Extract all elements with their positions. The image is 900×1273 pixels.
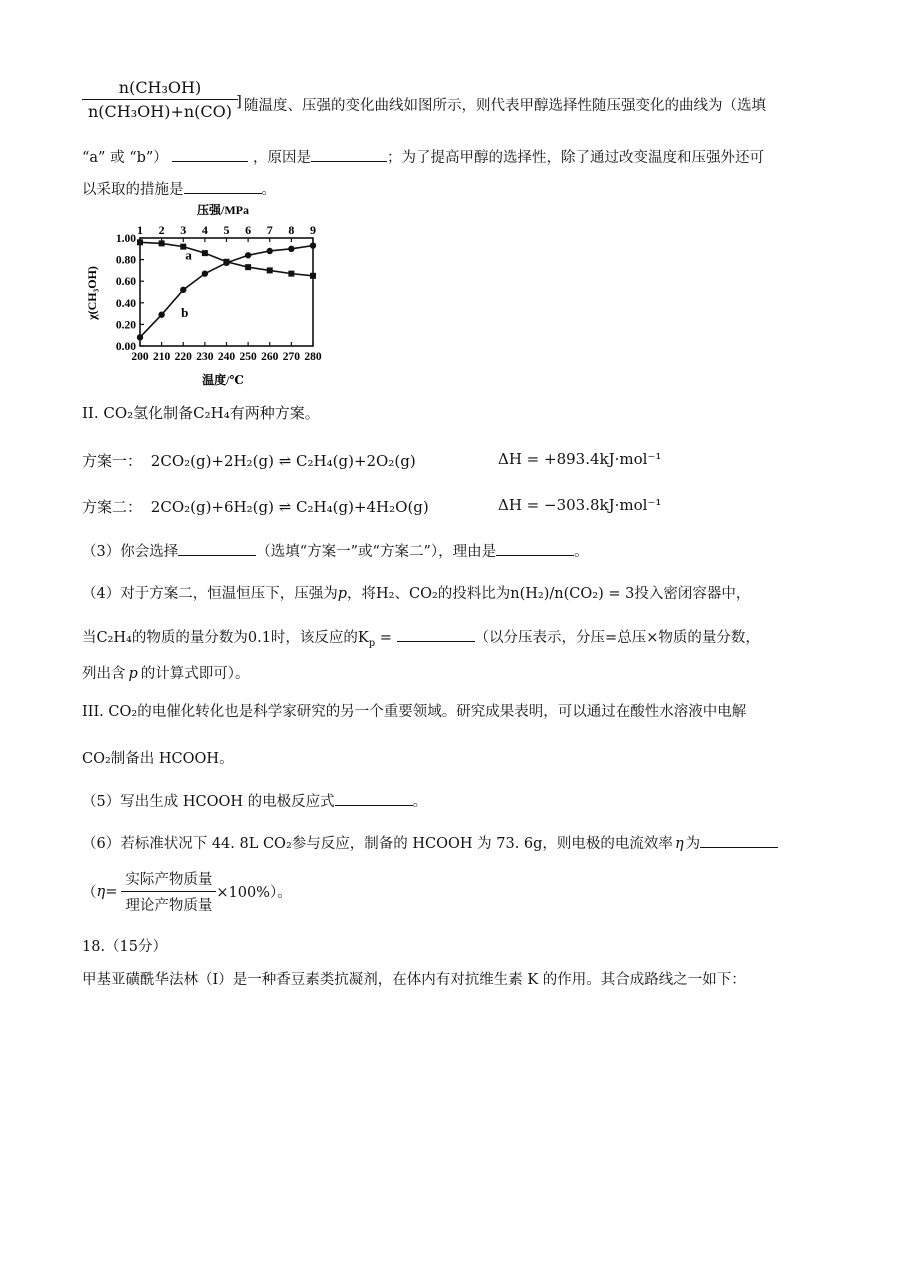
question-6	[82, 832, 778, 853]
series-b-point	[310, 242, 316, 248]
selectivity-chart	[78, 198, 338, 390]
q6-eta-symbol: η	[674, 836, 684, 852]
question-18-text: 甲基亚磺酰华法林（I）是一种香豆素类抗凝剂，在体内有对抗维生素 K 的作用。其合成路线之一如下：	[82, 972, 746, 988]
intro-text-2b: ，原因是	[253, 150, 312, 166]
q5-text-a: （5）写出生成 HCOOH 的电极反应式	[82, 794, 335, 810]
eta-denominator: 理论产物质量	[125, 898, 213, 914]
y-tick-label: 0.80	[115, 254, 136, 267]
y-tick-label: 0.00	[115, 341, 136, 353]
series-b-point	[223, 260, 229, 266]
intro-line-2	[82, 146, 764, 167]
series-b-point	[245, 252, 251, 258]
scheme-1-equation: 2CO₂(g)+2H₂(g) ⇌ C₂H₄(g)+2O₂(g)	[150, 452, 416, 470]
eta-open-paren: （	[82, 885, 97, 901]
q5-text-b: 。	[412, 794, 428, 810]
eta-tail: ×100%）。	[216, 885, 292, 901]
series-b-point	[180, 287, 186, 293]
top-tick-label: 3	[180, 223, 187, 237]
chart-title: 压强/MPa	[197, 203, 249, 217]
intro-line-3	[82, 178, 276, 199]
series-a-point	[310, 273, 316, 279]
answer-blank-electrode[interactable]	[335, 791, 413, 806]
q4-text-d: =	[375, 630, 392, 646]
top-tick-label: 7	[266, 223, 273, 237]
q4-text-a: （4）对于方案二，恒温恒压下，压强为	[82, 586, 338, 602]
q3-text-a: （3）你会选择	[82, 544, 179, 560]
scheme-2	[82, 496, 429, 517]
close-bracket: ]	[236, 92, 242, 110]
q4-text-b: ，将H₂、CO₂的投料比为n(H₂)/n(CO₂) = 3投入密闭容器中，	[347, 586, 751, 602]
top-tick-label: 1	[137, 223, 143, 237]
scheme-1	[82, 450, 416, 471]
answer-blank-efficiency[interactable]	[700, 833, 778, 848]
answer-blank-curve[interactable]	[172, 147, 248, 162]
intro-text-2a: “a” 或 “b”）	[82, 150, 168, 166]
y-tick-label: 0.60	[115, 276, 136, 289]
q6-text-b: 为	[685, 836, 701, 852]
q4-text-f: 列出含	[82, 666, 126, 682]
answer-blank-kp[interactable]	[397, 627, 475, 642]
x-tick-label: 260	[261, 351, 279, 363]
top-tick-label: 5	[223, 223, 230, 237]
x-tick-label: 200	[131, 351, 149, 363]
answer-blank-measure[interactable]	[184, 179, 262, 194]
x-tick-label: 240	[217, 351, 236, 363]
top-tick-label: 4	[201, 223, 208, 237]
series-b-point	[137, 334, 143, 340]
x-axis-label: 温度/℃	[202, 373, 244, 387]
x-tick-label: 230	[196, 351, 214, 363]
fraction-numerator: n(CH₃OH)	[82, 78, 238, 100]
efficiency-formula	[82, 868, 292, 915]
q6-text-a: （6）若标准状况下 44. 8L CO₂参与反应，制备的 HCOOH 为 73. 6g，则电极的电流效率	[82, 836, 673, 852]
series-b-point	[158, 311, 164, 317]
x-tick-label: 250	[239, 351, 257, 363]
y-tick-label: 0.20	[115, 319, 136, 332]
x-tick-label: 280	[304, 351, 322, 363]
series-a-point	[267, 267, 273, 273]
scheme-2-label: 方案二：	[82, 498, 143, 516]
question-4-line-3	[82, 662, 250, 683]
scheme-2-equation: 2CO₂(g)+6H₂(g) ⇌ C₂H₄(g)+4H₂O(g)	[150, 498, 429, 516]
top-tick-label: 8	[288, 223, 295, 237]
intro-line-1: 随温度、压强的变化曲线如图所示，则代表甲醇选择性随压强变化的曲线为（选填	[244, 98, 766, 114]
series-a-point	[159, 240, 165, 246]
section-3-line-1: III. CO₂的电催化转化也是科学家研究的另一个重要领域。研究成果表明，可以通过在酸性水溶液中电解	[82, 704, 747, 720]
top-tick-label: 2	[158, 223, 165, 237]
fraction-denominator: n(CH₃OH)+n(CO)	[87, 102, 233, 121]
y-tick-label: 0.40	[115, 297, 136, 310]
series-b-point	[267, 248, 273, 254]
series-a-point	[288, 271, 294, 277]
x-tick-label: 270	[282, 351, 300, 363]
series-b-label: b	[181, 304, 189, 320]
eta-numerator: 实际产物质量	[121, 868, 216, 892]
question-4-line-2	[82, 626, 760, 649]
scheme-2-enthalpy: ΔH = −303.8kJ·mol⁻¹	[498, 496, 662, 514]
scheme-1-enthalpy: ΔH = +893.4kJ·mol⁻¹	[498, 450, 662, 468]
section-3-line-2: CO₂制备出 HCOOH。	[82, 751, 234, 767]
answer-blank-reason[interactable]	[311, 147, 387, 162]
series-a-point	[137, 239, 143, 245]
top-tick-label: 6	[245, 223, 252, 237]
intro-text-2c: ；为了提高甲醇的选择性，除了通过改变温度和压强外还可	[387, 150, 765, 166]
q4-kp-subscript: p	[368, 637, 376, 649]
plot-frame	[140, 238, 313, 346]
question-18-heading: 18.（15分）	[82, 939, 168, 955]
answer-blank-q3-reason[interactable]	[496, 541, 574, 556]
selectivity-fraction	[82, 78, 238, 121]
q4-text-c: 当C₂H₄的物质的量分数为0.1时，该反应的K	[82, 630, 369, 646]
x-tick-label: 220	[174, 351, 192, 363]
y-tick-label: 1.00	[115, 233, 136, 245]
x-tick-label: 210	[153, 351, 171, 363]
q4-pressure-symbol-2: p	[128, 666, 138, 682]
eta-symbol: η	[96, 883, 106, 900]
eta-equals: =	[105, 883, 118, 900]
series-b-point	[202, 270, 208, 276]
intro-text-3a: 以采取的措施是	[82, 182, 184, 198]
series-a-point	[202, 250, 208, 256]
q3-text-b: （选填“方案一”或“方案二”），理由是	[256, 544, 497, 560]
question-3	[82, 540, 589, 561]
scheme-1-label: 方案一：	[82, 452, 143, 470]
top-tick-label: 9	[310, 223, 316, 237]
answer-blank-q3-choice[interactable]	[178, 541, 256, 556]
q4-text-h: 的计算式即可）。	[140, 666, 250, 682]
q3-text-c: 。	[574, 544, 589, 560]
question-4-line-1	[82, 582, 750, 603]
intro-text-3b: 。	[261, 182, 276, 198]
q4-pressure-symbol: p	[337, 586, 348, 602]
y-axis-label: χ(CH₃OH)	[85, 266, 99, 320]
question-5	[82, 790, 427, 811]
series-a-label: a	[185, 247, 192, 263]
series-b-point	[288, 246, 294, 252]
series-a-point	[245, 264, 251, 270]
q4-text-e: （以分压表示，分压=总压×物质的量分数，	[474, 630, 760, 646]
section-2-heading: II. CO₂氢化制备C₂H₄有两种方案。	[82, 404, 320, 422]
